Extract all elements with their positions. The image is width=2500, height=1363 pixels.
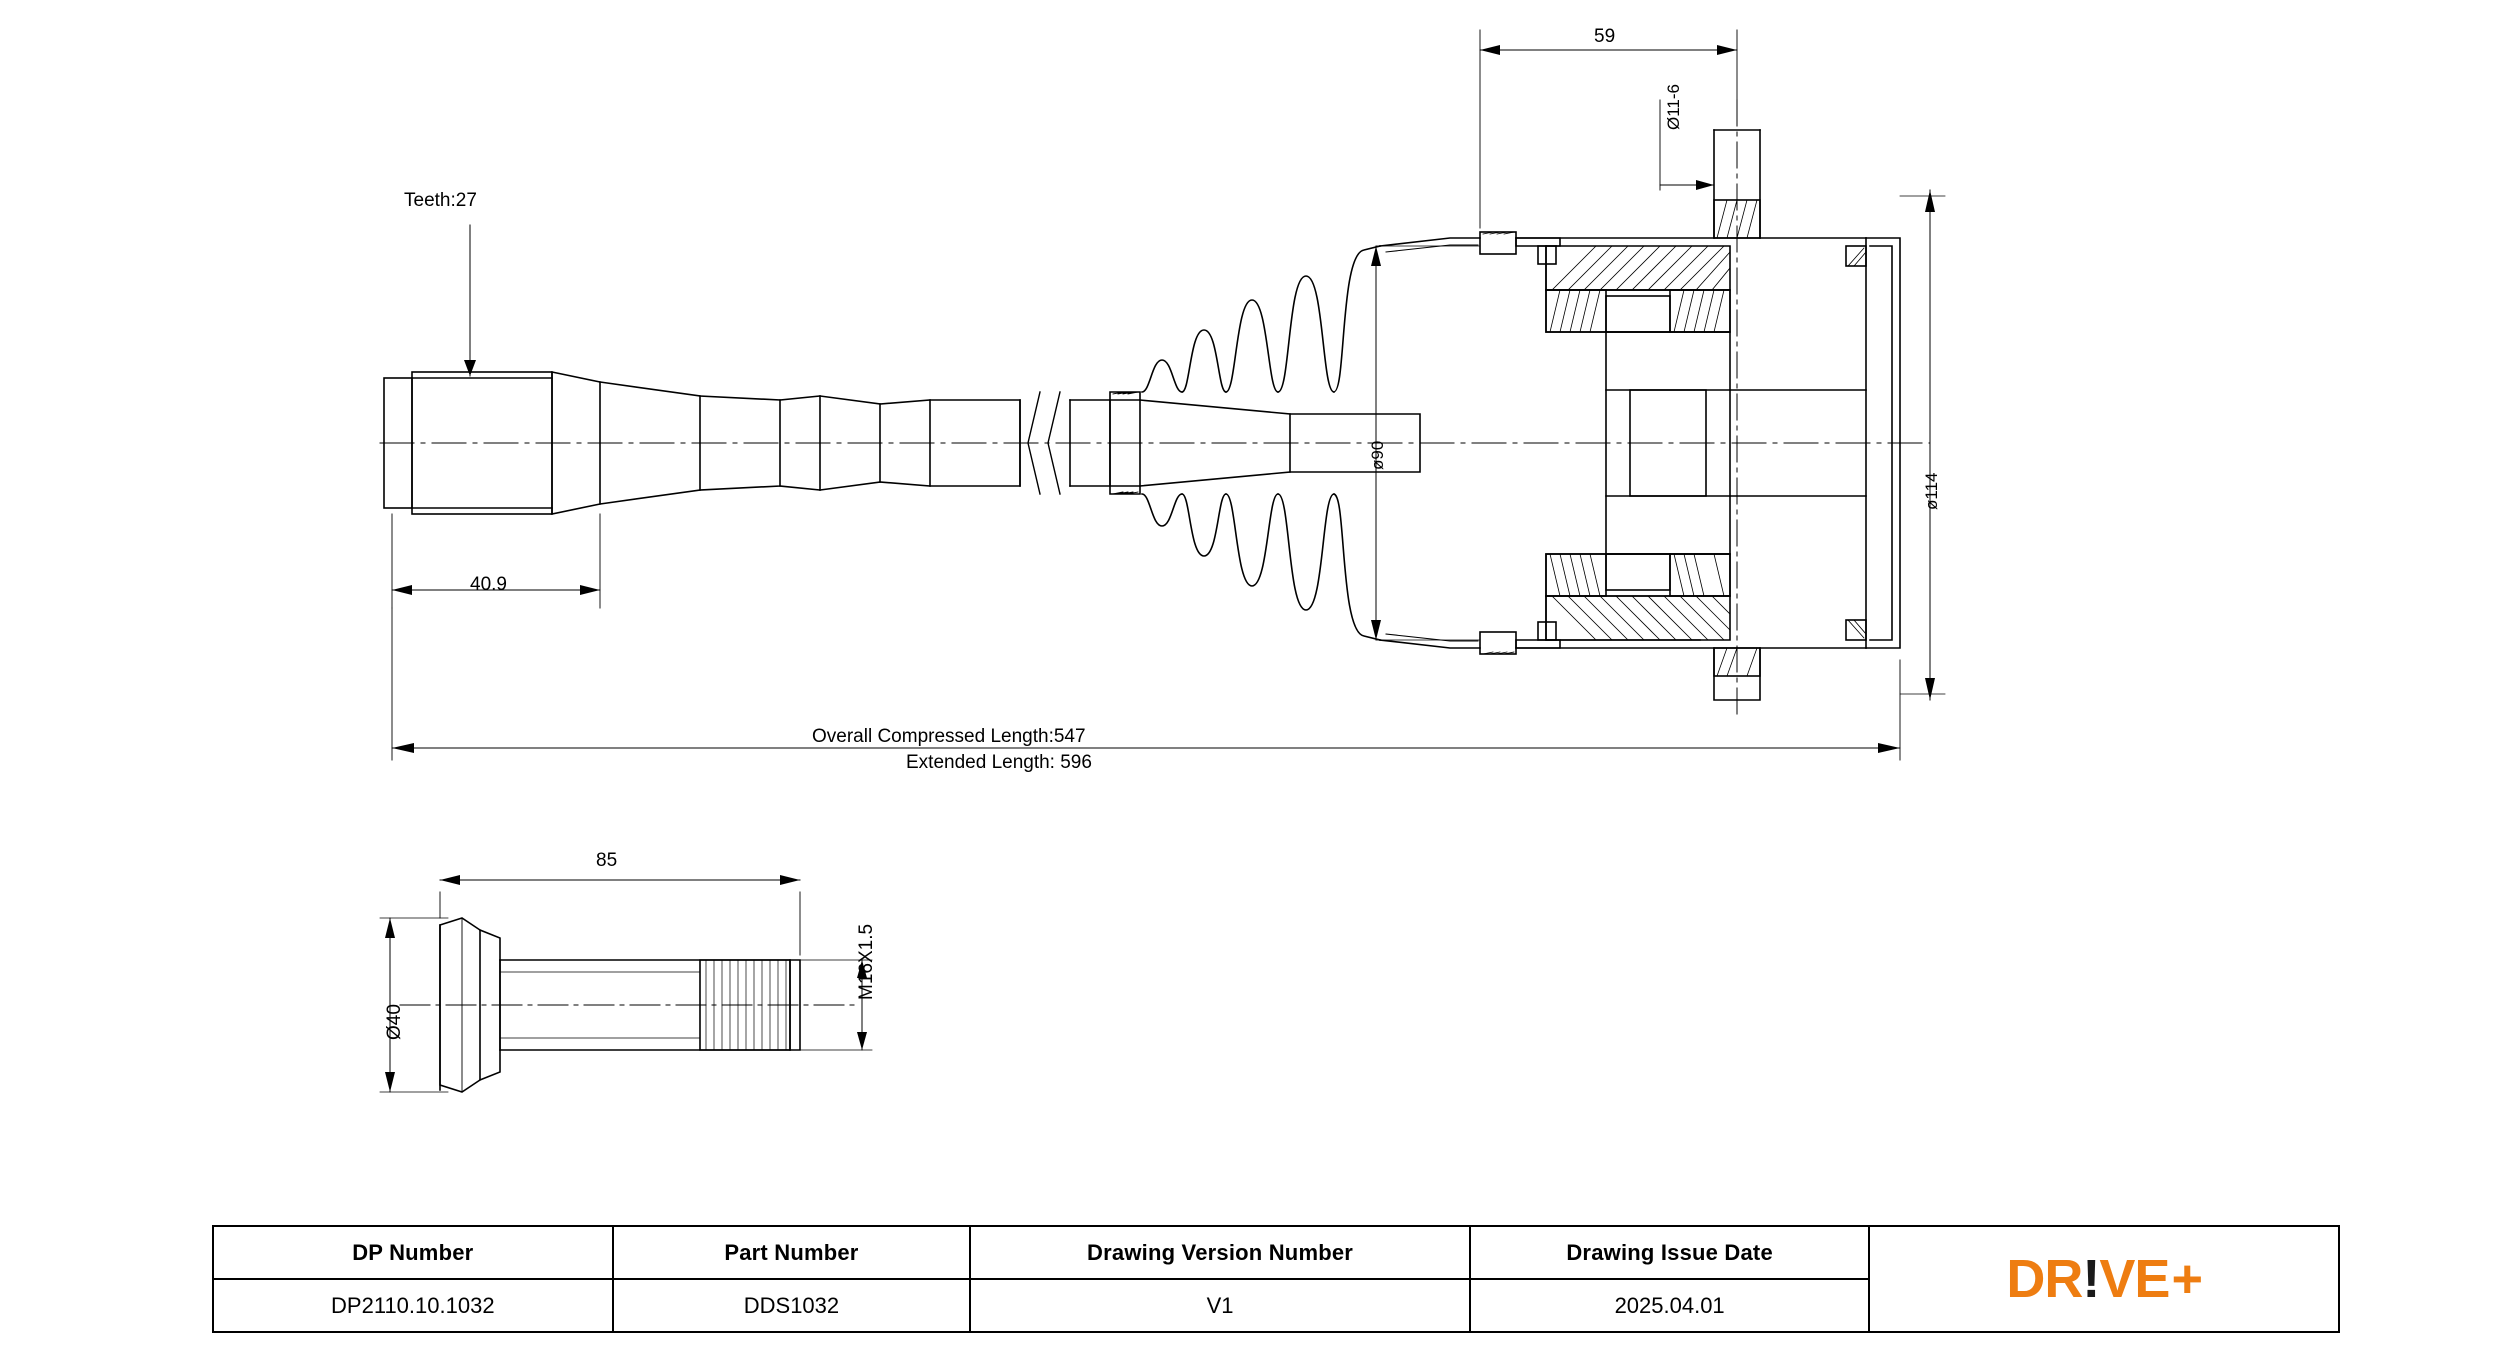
annotation-shaft-diameter: ø90 — [1368, 440, 1387, 470]
drawing-version-value: V1 — [1206, 1292, 1234, 1318]
title-block-column-version — [971, 1227, 1471, 1331]
title-block-column-logo — [1870, 1227, 2338, 1331]
annotation-thread: M16X1.5 — [856, 923, 877, 1000]
annotation-joint-diameter: ø114 — [1922, 472, 1941, 510]
drawing-issue-date-value: 2025.04.01 — [1614, 1292, 1725, 1318]
annotation-flange-diameter: Ø40 — [384, 1004, 405, 1040]
drawing-issue-date-header: Drawing Issue Date — [1471, 1227, 1869, 1280]
annotation-overall-compressed-length: Overall Compressed Length:547 — [812, 726, 1086, 747]
dp-number-header: DP Number — [214, 1227, 612, 1280]
title-block-column-issue-date — [1471, 1227, 1871, 1331]
annotation-nut-length: 85 — [596, 850, 618, 871]
logo-text-post: VE — [2099, 1249, 2170, 1309]
title-block-column-dp-number — [214, 1227, 614, 1331]
title-block-column-part-number — [614, 1227, 972, 1331]
annotation-teeth: Teeth:27 — [404, 190, 477, 211]
drive-plus-logo — [2006, 1249, 2202, 1309]
annotation-bolt-hole: Ø11-6 — [1664, 84, 1683, 130]
part-number-header: Part Number — [614, 1227, 970, 1280]
dp-number-value: DP2110.10.1032 — [331, 1292, 495, 1318]
part-number-value: DDS1032 — [743, 1292, 840, 1318]
drawing-version-header: Drawing Version Number — [971, 1227, 1469, 1280]
logo-text-pre: DR — [2006, 1249, 2083, 1309]
annotation-spline-length: 40.9 — [470, 574, 507, 595]
logo-plus-icon: + — [2171, 1249, 2202, 1309]
annotation-joint-width: 59 — [1594, 26, 1616, 47]
annotation-extended-length: Extended Length: 596 — [906, 752, 1092, 773]
title-block — [212, 1225, 2340, 1333]
logo-exclamation-icon: ! — [2082, 1249, 2100, 1309]
